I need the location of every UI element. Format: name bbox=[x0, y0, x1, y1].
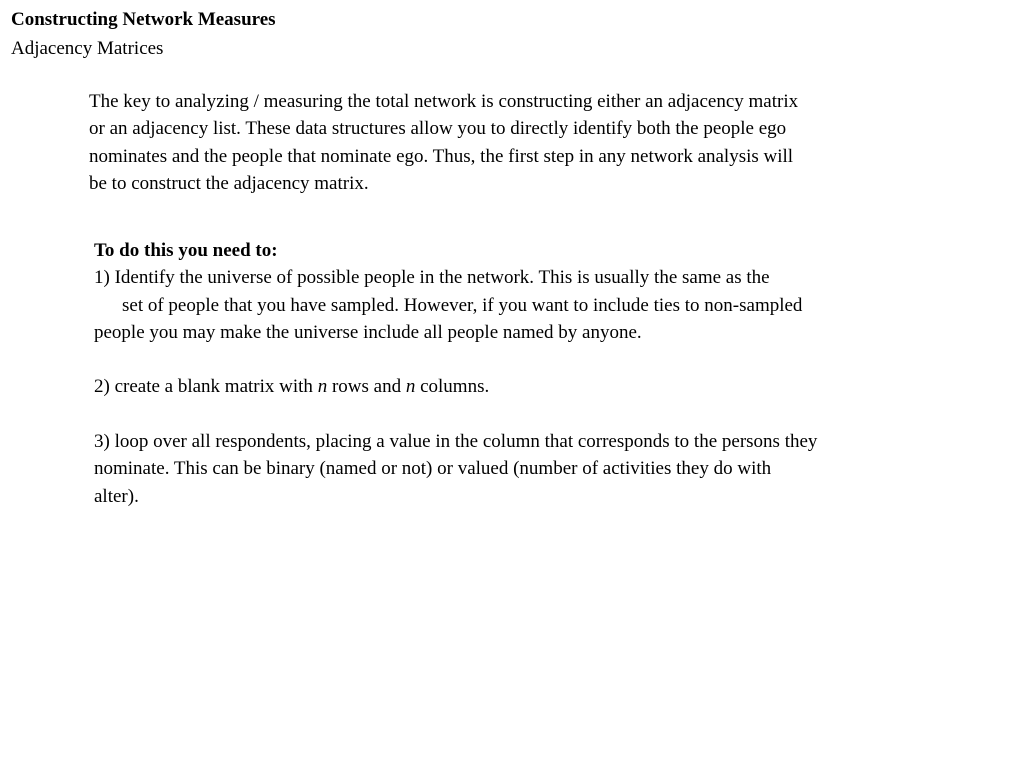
intro-line: The key to analyzing / measuring the total network is constructing either an adjacency matrix bbox=[89, 91, 799, 112]
spacer bbox=[94, 401, 994, 428]
step-1-line: people you may make the universe include all people named by anyone. bbox=[94, 321, 642, 343]
step-3-line: 3) loop over all respondents, placing a value in the column that corresponds to the persons they bbox=[94, 431, 818, 453]
step-1-line: set of people that you have sampled. However, if you want to include ties to non-sampled bbox=[122, 294, 803, 316]
step-2-var-columns: n bbox=[405, 376, 416, 398]
intro-paragraph bbox=[89, 88, 959, 197]
intro-line: be to construct the adjacency matrix. bbox=[89, 172, 369, 194]
steps-heading: To do this you need to: bbox=[94, 240, 278, 261]
page-title: Constructing Network Measures bbox=[11, 9, 276, 30]
step-2-var-rows: n bbox=[317, 376, 328, 398]
step-3-line: alter). bbox=[94, 485, 139, 507]
step-3-line: nominate. This can be binary (named or not) or valued (number of activities they do with bbox=[94, 458, 772, 480]
steps-block bbox=[94, 237, 994, 510]
step-2-suffix: columns. bbox=[415, 376, 490, 398]
step-2-line bbox=[94, 373, 994, 400]
step-2-prefix: 2) create a blank matrix with bbox=[94, 376, 318, 398]
intro-line: or an adjacency list. These data structures allow you to directly identify both the people ego bbox=[89, 118, 787, 140]
step-2-middle: rows and bbox=[327, 376, 406, 398]
intro-line: nominates and the people that nominate ego. Thus, the first step in any network analysis will bbox=[89, 145, 794, 167]
step-1-line: 1) Identify the universe of possible people in the network. This is usually the same as the bbox=[94, 267, 770, 289]
spacer bbox=[94, 346, 994, 373]
page-subtitle: Adjacency Matrices bbox=[11, 38, 164, 59]
